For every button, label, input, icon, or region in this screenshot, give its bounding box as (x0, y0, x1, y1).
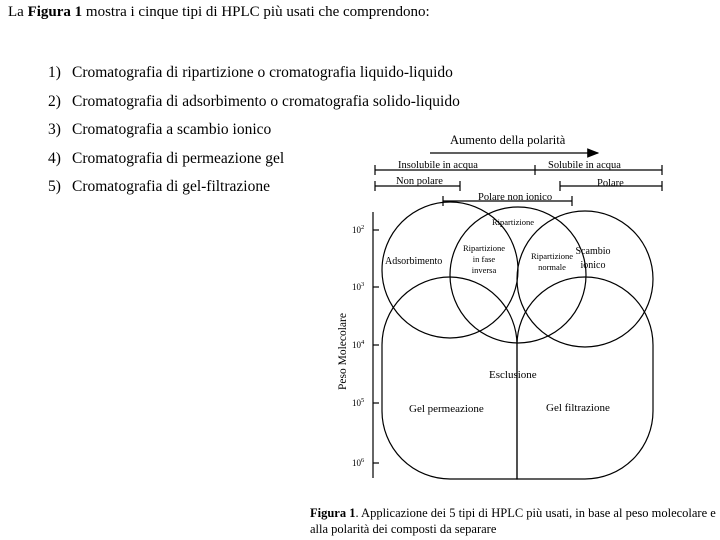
polarity-arrow-label: Aumento della polarità (450, 133, 566, 147)
list-item-text: Cromatografia di adsorbimento o cromatografia solido-liquido (72, 92, 460, 110)
tick-label: $10^3$ (352, 281, 365, 292)
normal-phase-label-1: Ripartizione (530, 251, 574, 261)
soluble-label: Solubile in acqua (548, 160, 621, 171)
tick-label: $10^2$ (352, 224, 365, 235)
tick-label: $10^5$ (352, 397, 365, 408)
y-axis-label: Peso Molecolare (337, 313, 349, 390)
list-item-number: 3) (48, 121, 61, 138)
reverse-phase-label-1: Ripartizione (462, 243, 506, 253)
polar-label: Polare (597, 178, 624, 189)
adsorption-label: Adsorbimento (385, 256, 443, 267)
exclusion-label: Esclusione (489, 369, 537, 381)
caption-text: . Applicazione dei 5 tipi di HPLC più usati, in base al peso molecolare e alla polarità dei composti da separare (310, 506, 716, 536)
ion-exchange-label-1: Scambio (575, 246, 611, 257)
list-item-text: Cromatografia di gel-filtrazione (72, 178, 270, 195)
normal-phase-label-2: normale (538, 262, 566, 272)
list-item-number: 1) (48, 64, 61, 81)
list-item-number: 5) (48, 178, 61, 195)
list-item-text: Cromatografia a scambio ionico (72, 121, 272, 138)
intro-post: mostra i cinque tipi di HPLC più usati che comprendono: (82, 4, 430, 20)
nonpolar-label: Non polare (396, 176, 443, 187)
list-item-text: Cromatografia di permeazione gel (72, 149, 285, 167)
tick-label: $10^4$ (352, 339, 365, 350)
intro-figure-ref: Figura 1 (27, 4, 83, 20)
ion-exchange-label-2: ionico (580, 260, 606, 271)
gel-filtration-shape (517, 277, 653, 479)
gel-filtration-label: Gel filtrazione (546, 402, 610, 414)
list-item-text: Cromatografia di ripartizione o cromatografia liquido-liquido (72, 64, 453, 81)
caption-figure-ref: Figura 1 (310, 506, 356, 520)
intro-pre: La (8, 4, 28, 20)
reverse-phase-label-2: in fase (472, 254, 496, 264)
list-item-number: 2) (48, 92, 61, 110)
polar-nonionic-label: Polare non ionico (478, 192, 553, 203)
gel-permeation-label: Gel permeazione (409, 403, 484, 415)
list-item-number: 4) (48, 149, 61, 167)
figure-caption (310, 505, 720, 537)
ion-exchange-circle (517, 211, 653, 347)
tick-label: $10^6$ (352, 457, 365, 468)
partition-label: Ripartizione (492, 217, 535, 227)
reverse-phase-label-3: inversa (471, 265, 497, 275)
insoluble-label: Insolubile in acqua (398, 160, 478, 171)
